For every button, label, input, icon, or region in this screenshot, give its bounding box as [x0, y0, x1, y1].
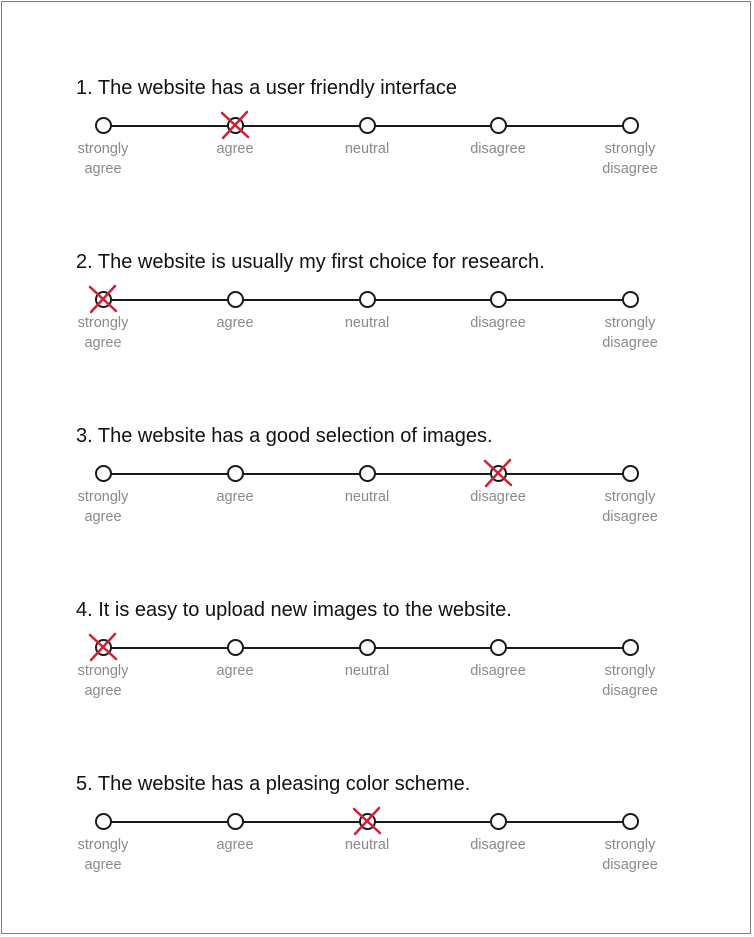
option-label: strongly agree: [77, 489, 129, 525]
option-strongly-disagree[interactable]: [570, 812, 690, 882]
question-5: [2, 772, 754, 892]
option-label: disagree: [470, 489, 526, 505]
radio-circle[interactable]: [622, 639, 639, 656]
option-label: strongly agree: [77, 663, 129, 699]
radio-circle[interactable]: [622, 117, 639, 134]
option-disagree[interactable]: [438, 638, 558, 708]
option-label: neutral: [344, 315, 390, 331]
option-label: strongly disagree: [602, 837, 658, 873]
radio-circle[interactable]: [622, 465, 639, 482]
question-1: [2, 76, 754, 196]
option-label: agree: [216, 837, 254, 853]
question-text: 2. The website is usually my first choice for research.: [76, 251, 545, 273]
radio-circle[interactable]: [359, 291, 376, 308]
radio-circle[interactable]: [622, 813, 639, 830]
option-label: neutral: [344, 837, 390, 853]
radio-circle[interactable]: [490, 117, 507, 134]
survey-form: [1, 1, 751, 934]
option-strongly-disagree[interactable]: [570, 638, 690, 708]
option-agree[interactable]: [175, 812, 295, 882]
question-3: [2, 424, 754, 544]
radio-circle[interactable]: [490, 291, 507, 308]
option-label: agree: [216, 663, 254, 679]
option-strongly-agree[interactable]: [43, 464, 163, 534]
x-mark-icon: [87, 284, 119, 314]
option-label: agree: [216, 315, 254, 331]
option-label: neutral: [344, 141, 390, 157]
option-label: disagree: [470, 315, 526, 331]
option-agree[interactable]: [175, 464, 295, 534]
option-label: neutral: [344, 663, 390, 679]
radio-circle[interactable]: [622, 291, 639, 308]
radio-circle[interactable]: [227, 465, 244, 482]
radio-circle[interactable]: [95, 465, 112, 482]
option-neutral[interactable]: [307, 812, 427, 882]
option-disagree[interactable]: [438, 290, 558, 360]
question-text: 1. The website has a user friendly interface: [76, 77, 457, 99]
option-label: strongly agree: [77, 837, 129, 873]
question-text: 3. The website has a good selection of images.: [76, 425, 493, 447]
option-neutral[interactable]: [307, 290, 427, 360]
option-strongly-disagree[interactable]: [570, 116, 690, 186]
option-label: disagree: [470, 663, 526, 679]
question-2: [2, 250, 754, 370]
option-label: strongly disagree: [602, 141, 658, 177]
option-label: disagree: [470, 837, 526, 853]
option-label: agree: [216, 141, 254, 157]
x-mark-icon: [351, 806, 383, 836]
radio-circle[interactable]: [490, 639, 507, 656]
radio-circle[interactable]: [227, 639, 244, 656]
option-strongly-disagree[interactable]: [570, 290, 690, 360]
option-label: strongly agree: [77, 141, 129, 177]
radio-circle[interactable]: [359, 117, 376, 134]
option-agree[interactable]: [175, 290, 295, 360]
option-strongly-agree[interactable]: [43, 812, 163, 882]
x-mark-icon: [87, 632, 119, 662]
radio-circle[interactable]: [359, 639, 376, 656]
option-label: disagree: [470, 141, 526, 157]
option-neutral[interactable]: [307, 638, 427, 708]
question-text: 5. The website has a pleasing color scheme.: [76, 773, 471, 795]
option-strongly-agree[interactable]: [43, 638, 163, 708]
option-label: strongly agree: [77, 315, 129, 351]
option-label: strongly disagree: [602, 663, 658, 699]
x-mark-icon: [482, 458, 514, 488]
radio-circle[interactable]: [227, 291, 244, 308]
option-label: agree: [216, 489, 254, 505]
option-neutral[interactable]: [307, 464, 427, 534]
x-mark-icon: [219, 110, 251, 140]
radio-circle[interactable]: [95, 813, 112, 830]
radio-circle[interactable]: [227, 813, 244, 830]
option-strongly-agree[interactable]: [43, 116, 163, 186]
option-disagree[interactable]: [438, 464, 558, 534]
radio-circle[interactable]: [95, 117, 112, 134]
option-label: strongly disagree: [602, 489, 658, 525]
option-strongly-disagree[interactable]: [570, 464, 690, 534]
option-agree[interactable]: [175, 638, 295, 708]
radio-circle[interactable]: [490, 813, 507, 830]
option-disagree[interactable]: [438, 116, 558, 186]
option-label: strongly disagree: [602, 315, 658, 351]
option-label: neutral: [344, 489, 390, 505]
option-strongly-agree[interactable]: [43, 290, 163, 360]
option-disagree[interactable]: [438, 812, 558, 882]
option-neutral[interactable]: [307, 116, 427, 186]
question-text: 4. It is easy to upload new images to the website.: [76, 599, 512, 621]
option-agree[interactable]: [175, 116, 295, 186]
question-4: [2, 598, 754, 718]
radio-circle[interactable]: [359, 465, 376, 482]
